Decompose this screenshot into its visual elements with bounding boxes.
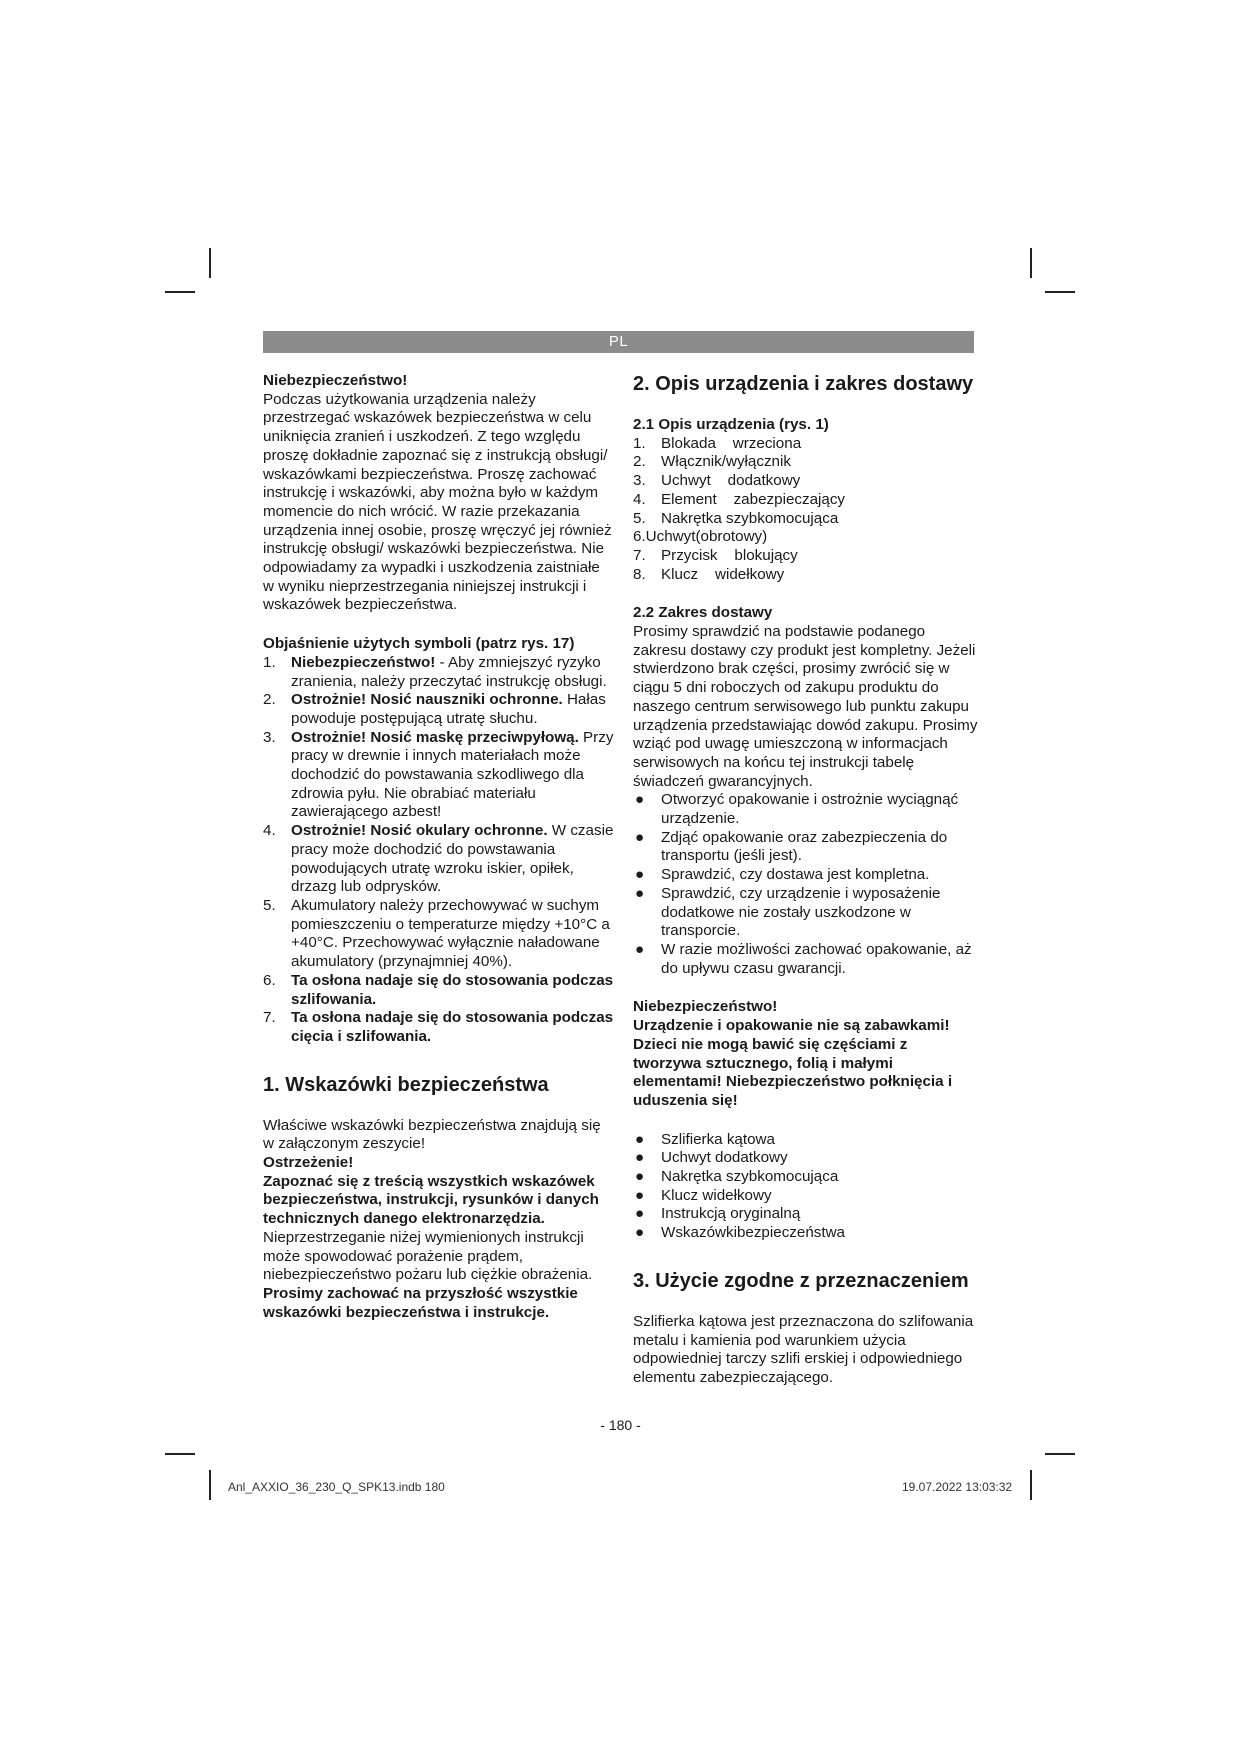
content-item-text: Wskazówkibezpieczeństwa bbox=[661, 1224, 846, 1242]
keep-instructions: Prosimy zachować na przyszłość wszystkie wskazówki bezpieczeństwa i instrukcje. bbox=[263, 1284, 578, 1321]
bullet-icon: ● bbox=[635, 1149, 645, 1167]
section-3-title: 3. Użycie zgodne z przeznaczeniem bbox=[633, 1269, 969, 1292]
symbol-item bbox=[263, 822, 615, 897]
print-file-name: Anl_AXXIO_36_230_Q_SPK13.indb 180 bbox=[228, 1480, 445, 1494]
symbol-item bbox=[263, 972, 615, 1009]
check-item-text: W razie możliwości zachować opakowanie, aż do upływu czasu gwarancji. bbox=[661, 940, 972, 977]
section-3-text: Szlifierka kątowa jest przeznaczona do szlifowania metalu i kamienia pod warunkiem użycia odpowiedniej tarczy szlifi erskiej i odpowiedniego elementu zabezpieczającego. bbox=[633, 1312, 974, 1386]
symbol-bold-text: Ostrożnie! Nosić okulary ochronne. bbox=[291, 822, 548, 840]
bullet-icon: ● bbox=[635, 1205, 645, 1223]
page-number: - 180 - bbox=[600, 1417, 641, 1433]
content-item bbox=[633, 1168, 978, 1187]
bullet-icon: ● bbox=[635, 1130, 645, 1148]
part-item bbox=[633, 453, 978, 472]
check-item bbox=[633, 885, 978, 941]
part-item bbox=[633, 510, 978, 529]
left-column bbox=[263, 372, 615, 1322]
check-item-text: Otworzyć opakowanie i ostrożnie wyciągnąć urządzenie. bbox=[661, 791, 959, 828]
check-item-text: Zdjąć opakowanie oraz zabezpieczenia do transportu (jeśli jest). bbox=[661, 828, 948, 865]
part-number: 3. bbox=[633, 472, 646, 490]
section-2-title: 2. Opis urządzenia i zakres dostawy bbox=[633, 373, 974, 395]
symbols-list bbox=[263, 654, 615, 1047]
part-item bbox=[633, 547, 978, 566]
danger-title: Niebezpieczeństwo! bbox=[263, 372, 408, 389]
part-label: 6.Uchwyt(obrotowy) bbox=[633, 528, 768, 546]
crop-mark bbox=[209, 248, 211, 278]
symbol-item bbox=[263, 897, 615, 972]
symbol-text: Akumulatory należy przechowywać w suchym pomieszczeniu o temperaturze między +10°C a +40°C. Przechowywać wyłącznie naładowane akumulatory (przynajmniej 40%). bbox=[291, 896, 610, 971]
symbol-number: 4. bbox=[263, 822, 276, 840]
crop-mark bbox=[165, 1453, 195, 1455]
content-item bbox=[633, 1187, 978, 1206]
part-item bbox=[633, 435, 978, 454]
part-number: 4. bbox=[633, 490, 646, 508]
bullet-icon: ● bbox=[635, 1186, 645, 1204]
right-column bbox=[633, 372, 978, 1388]
bullet-icon: ● bbox=[635, 866, 645, 884]
symbol-number: 6. bbox=[263, 971, 276, 989]
check-item-text: Sprawdzić, czy dostawa jest kompletna. bbox=[661, 866, 930, 884]
content-item-text: Szlifierka kątowa bbox=[661, 1130, 775, 1148]
crop-mark bbox=[209, 1470, 211, 1500]
symbol-number: 7. bbox=[263, 1009, 276, 1027]
part-label: Element zabezpieczający bbox=[661, 490, 846, 508]
part-number: 5. bbox=[633, 509, 646, 527]
check-item bbox=[633, 829, 978, 866]
part-item bbox=[633, 491, 978, 510]
part-item bbox=[633, 472, 978, 491]
bullet-icon: ● bbox=[635, 940, 645, 958]
contents-list bbox=[633, 1131, 978, 1243]
symbol-text: Hałas powoduje postępującą utratę słuchu. bbox=[291, 691, 606, 727]
bullet-icon: ● bbox=[635, 1168, 645, 1186]
symbol-bold-text: Ostrożnie! Nosić maskę przeciwpyłową. bbox=[291, 728, 579, 746]
part-number: 2. bbox=[633, 453, 646, 471]
check-item bbox=[633, 941, 978, 978]
part-number: 1. bbox=[633, 434, 646, 452]
part-item bbox=[633, 528, 978, 547]
bullet-icon: ● bbox=[635, 791, 645, 809]
section-1-intro: Właściwe wskazówki bezpieczeństwa znajdują się w załączonym zeszycie! bbox=[263, 1116, 601, 1153]
content-item bbox=[633, 1224, 978, 1243]
part-label: Klucz widełkowy bbox=[661, 565, 785, 583]
content-item-text: Instrukcją oryginalną bbox=[661, 1205, 801, 1223]
symbol-number: 2. bbox=[263, 691, 276, 709]
part-label: Włącznik/wyłącznik bbox=[661, 453, 791, 471]
bullet-icon: ● bbox=[635, 828, 645, 846]
section-2-1-title: 2.1 Opis urządzenia (rys. 1) bbox=[633, 416, 829, 433]
print-date: 19.07.2022 13:03:32 bbox=[902, 1480, 1013, 1494]
danger-2-title: Niebezpieczeństwo! bbox=[633, 998, 778, 1016]
symbol-number: 5. bbox=[263, 896, 276, 914]
section-1-title: 1. Wskazówki bezpieczeństwa bbox=[263, 1073, 549, 1096]
symbol-text: W czasie pracy może dochodzić do powstawania powodujących utratę wzroku iskier, opiłek, drzazg lub odprysków. bbox=[291, 822, 614, 896]
content-item-text: Uchwyt dodatkowy bbox=[661, 1149, 788, 1167]
crop-mark bbox=[165, 291, 195, 293]
symbol-item bbox=[263, 691, 615, 728]
symbol-bold-text: Ta osłona nadaje się do stosowania podczas cięcia i szlifowania. bbox=[291, 1009, 614, 1045]
check-item-text: Sprawdzić, czy urządzenie i wyposażenie dodatkowe nie zostały uszkodzone w transporcie. bbox=[661, 884, 941, 940]
symbol-bold-text: Niebezpieczeństwo! bbox=[291, 653, 436, 671]
check-item bbox=[633, 866, 978, 885]
content-item-text: Klucz widełkowy bbox=[661, 1186, 772, 1204]
language-header-bar: PL bbox=[263, 331, 974, 353]
symbol-bold-text: Ostrożnie! Nosić nauszniki ochronne. bbox=[291, 691, 563, 709]
part-label: Przycisk blokujący bbox=[661, 546, 798, 564]
part-number: 8. bbox=[633, 565, 646, 583]
content-item bbox=[633, 1131, 978, 1150]
danger-2-text: Urządzenie i opakowanie nie są zabawkami! Dzieci nie mogą bawić się częściami z tworzywa sztucznego, folią i małymi elementami! Niebezpieczeństwo połknięcia i uduszenia się! bbox=[633, 1017, 953, 1109]
part-label: Uchwyt dodatkowy bbox=[661, 472, 801, 490]
parts-list bbox=[633, 435, 978, 585]
part-label: Nakrętka szybkomocująca bbox=[661, 509, 839, 527]
crop-mark bbox=[1030, 248, 1032, 278]
content-item-text: Nakrętka szybkomocująca bbox=[661, 1168, 839, 1186]
check-item bbox=[633, 791, 978, 828]
part-number: 7. bbox=[633, 546, 646, 564]
warning-rest: Nieprzestrzeganie niżej wymienionych instrukcji może spowodować porażenie prądem, niebezpieczeństwo pożaru lub ciężkie obrażenia. bbox=[263, 1228, 593, 1284]
symbols-title: Objaśnienie użytych symboli (patrz rys. 17) bbox=[263, 635, 575, 653]
danger-text: Podczas użytkowania urządzenia należy przestrzegać wskazówek bezpieczeństwa w celu uniknięcia zranień i uszkodzeń. Z tego względu proszę dokładnie zapoznać się z instrukcją obsługi/ wskazówkami bezpieczeństwa. Proszę zachować instrukcję i wskazówki, aby można było w każdym momencie do nich wrócić. W razie przekazania urządzenia innej osobie, proszę wręczyć jej również instrukcję obsługi/ wskazówki bezpieczeństwa. Nie odpowiadamy za wypadki i uszkodzenia zaistniałe w wyniku nieprzestrzegania niniejszej instrukcji i wskazówek bezpieczeństwa. bbox=[263, 390, 612, 614]
symbol-item bbox=[263, 1009, 615, 1046]
crop-mark bbox=[1045, 291, 1075, 293]
crop-mark bbox=[1045, 1453, 1075, 1455]
bullet-icon: ● bbox=[635, 1224, 645, 1242]
part-item bbox=[633, 566, 978, 585]
checks-list bbox=[633, 791, 978, 978]
section-2-2-text: Prosimy sprawdzić na podstawie podanego zakresu dostawy czy produkt jest kompletny. Jeżeli stwierdzono brak części, prosimy zwrócić się w ciągu 5 dni roboczych od zakupu produktu do naszego centrum serwisowego lub punktu zakupu urządzenia przedstawiając dowód zakupu. Prosimy wziąć pod uwagę umieszczoną w informacjach serwisowych na końcu tej instrukcji tabelę świadczeń gwarancyjnych. bbox=[633, 623, 978, 790]
symbol-item bbox=[263, 729, 615, 823]
part-label: Blokada wrzeciona bbox=[661, 434, 802, 452]
bullet-icon: ● bbox=[635, 884, 645, 902]
content-item bbox=[633, 1149, 978, 1168]
crop-mark bbox=[1030, 1470, 1032, 1500]
symbol-text: Przy pracy w drewnie i innych materiałach może dochodzić do powstawania szkodliwego dla zdrowia pyłu. Nie obrabiać materiału zawierającego azbest! bbox=[291, 728, 614, 821]
symbol-number: 3. bbox=[263, 728, 276, 746]
warning-bold: Zapoznać się z treścią wszystkich wskazówek bezpieczeństwa, instrukcji, rysunków i danych technicznych danego elektronarzędzia. bbox=[263, 1172, 599, 1228]
symbol-text: - Aby zmniejszyć ryzyko zranienia, należy przeczytać instrukcję obsługi. bbox=[291, 653, 607, 690]
symbol-number: 1. bbox=[263, 653, 276, 671]
content-item bbox=[633, 1205, 978, 1224]
section-2-2-title: 2.2 Zakres dostawy bbox=[633, 604, 773, 622]
warning-label: Ostrzeżenie! bbox=[263, 1154, 354, 1172]
section-1-warning-text bbox=[263, 1173, 615, 1285]
symbol-bold-text: Ta osłona nadaje się do stosowania podczas szlifowania. bbox=[291, 971, 614, 1008]
symbol-item bbox=[263, 654, 615, 691]
